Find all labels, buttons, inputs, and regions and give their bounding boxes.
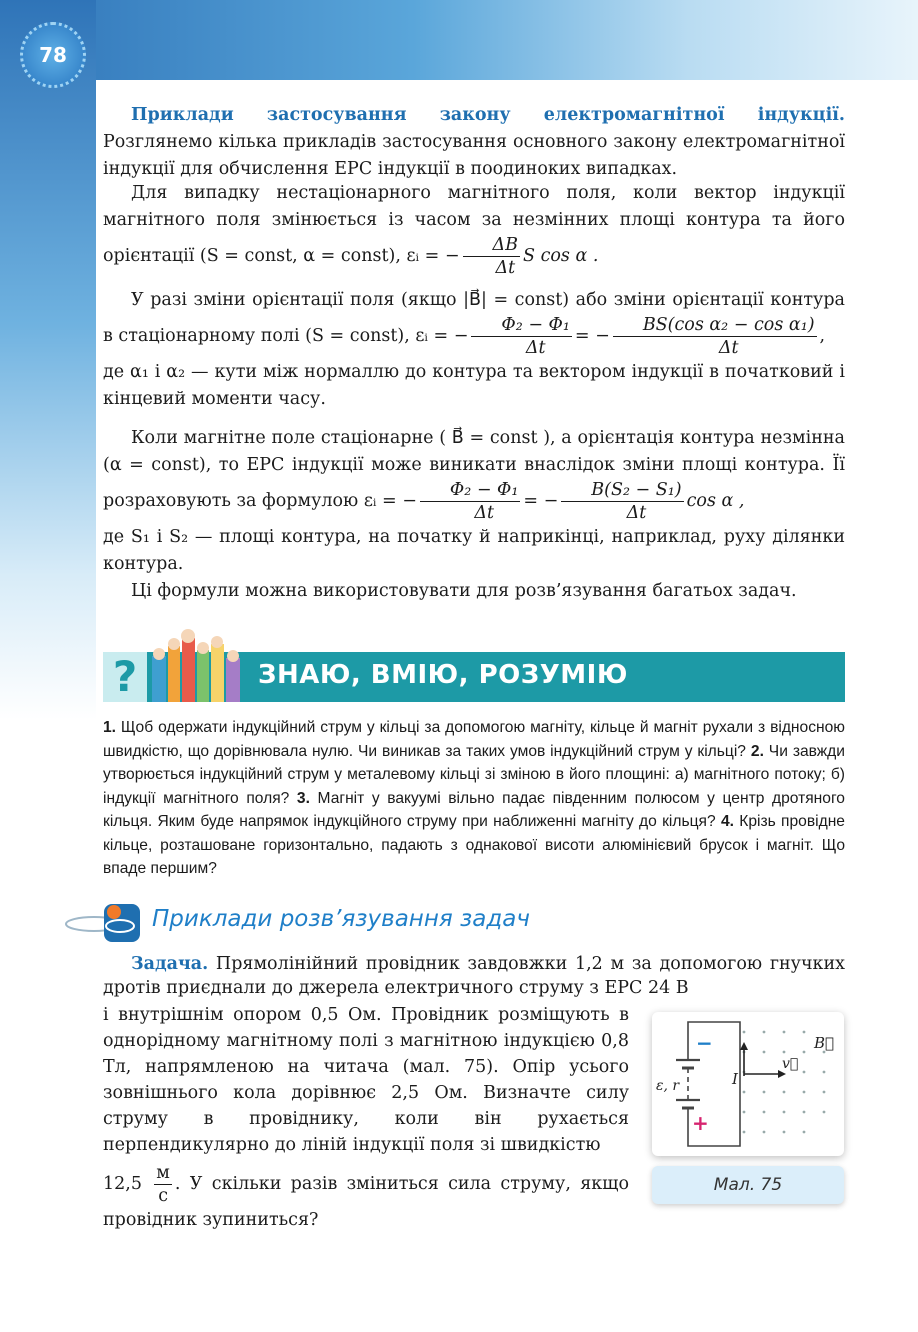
paragraph-stationary [103,425,845,578]
header-background [0,0,918,80]
fraction-numerator: Φ₂ − Φ₁ [471,314,572,337]
formula-fraction [463,234,521,279]
paragraph-text: Коли магнітне поле стаціонарне ( B⃗ = const ), а орієнтація контура незмінна (α = const), то ЕРС індукції може виникати внаслідок зміни площі контура. Її розраховують за формулою [103,428,845,511]
paragraph-text: Розглянемо кілька прикладів застосування основного закону електромагнітної індукції для обчислення ЕРС індукції в поодиноких випадках. [103,132,845,179]
formula-fraction-1 [471,314,572,359]
page-number-badge: 78 [20,22,86,88]
speed-value: 12,5 [103,1174,142,1194]
fraction-numerator: Φ₂ − Φ₁ [420,479,521,502]
formula-lhs: εᵢ = − [363,491,417,511]
paragraph-intro [103,102,845,183]
formula-equals: = − [574,326,610,346]
current-arrow-head [740,1042,748,1050]
section-title: Приклади розв’язування задач [152,906,530,932]
unit-numerator: м [156,1163,170,1183]
formula-tail: , [819,326,826,346]
task-text: і внутрішнім опором 0,5 Ом. Провідник розміщують в однорідному магнітному полі з магнітною індукцією 0,8 Тл, напрямленою на читача (мал. 75). Опір усього зовнішнього кола дорівнює 2,5 Ом. Визначте силу струму в провіднику, коли він рухається перпендикулярно до ліній індукції поля зі швидкістю [103,1005,629,1155]
question-number: 3. [296,789,310,807]
paragraph-text: Для випадку нестаціонарного магнітного поля, коли вектор індукції магнітного поля змінюється із часом за незмінних площі контура та його орієнтації (S = const, α = const), [103,183,845,266]
fraction-denominator: Δt [495,258,516,278]
paragraph-orientation [103,287,845,413]
question-text: Магніт у вакуумі вільно падає південним полюсом у центр дротяного кільця. Яким буде напрямок індукційного струму при наближенні магніту до кільця? [103,789,845,830]
question-number: 2. [750,742,764,760]
atom-icon [64,900,142,944]
circuit-diagram [652,1012,844,1156]
task-label: Задача. [131,954,209,974]
velocity-label: v⃗ [782,1056,799,1072]
question-text: Щоб одержати індукційний струм у кільці за допомогою магніту, кільце й магніт рухали з відносною швидкістю, що дорівнювала нулю. Чи виникав за таких умов індукційний струм у кільці? [103,719,845,760]
fraction-denominator: Δt [474,503,494,523]
formula-lhs: εᵢ = − [415,326,469,346]
formula-lhs: εᵢ = − [406,246,460,266]
minus-sign: − [696,1031,713,1055]
current-label: I [732,1070,738,1088]
paragraph-conclusion: Ці формули можна використовувати для розв’язування багатьох задач. [131,581,797,601]
fraction-numerator: B(S₂ − S₁) [561,479,683,502]
raised-hands-icon [150,628,242,702]
task-text-end: . У скільки разів зміниться сила струму, якщо провідник зупиниться? [103,1174,629,1230]
question-number: 4. [720,813,734,830]
speed-unit [154,1162,172,1207]
task-body [103,1002,629,1233]
banner-title: ЗНАЮ, ВМІЮ, РОЗУМІЮ [258,660,628,690]
fraction-numerator: ΔB [463,234,521,257]
figure-circuit [652,1012,844,1156]
formula-fraction-1 [420,479,521,524]
fraction-denominator: Δt [718,338,739,358]
task-last-line [103,1162,629,1233]
side-background [0,0,96,720]
paragraph-nonstationary [103,180,845,279]
field-label: B⃗ [814,1034,835,1052]
formula-fraction-2 [613,314,817,359]
unit-denominator: с [158,1186,169,1206]
formula-tail: cos α , [686,491,745,511]
paragraph-text: У разі зміни орієнтації поля (якщо |B⃗| = const) або зміни орієнтації контура в стаціонарному полі (S = const), [103,290,845,346]
paragraph-text-after: де α₁ і α₂ — кути між нормаллю до контура та вектором індукції в початковий і кінцевий моменти часу. [103,362,845,409]
figure-caption: Мал. 75 [652,1166,844,1204]
question-text: Крізь провідне кільце, розташоване горизонтально, падають з однакової висоти алюмінієвий брусок і магніт. Що впаде першим? [103,813,845,877]
emf-label: ε, r [656,1078,680,1094]
question-mark-icon: ? [103,652,147,702]
question-text: Чи завжди утворюється індукційний струм у металевому кільці зі зміною в його площині: а) магнітного потоку; б) індукції магнітного поля? [103,742,845,807]
field-dots [743,1031,826,1134]
formula-fraction-2 [561,479,683,524]
fraction-denominator: Δt [626,503,647,523]
fraction-denominator: Δt [525,338,546,358]
plus-sign: + [692,1111,709,1135]
task-intro [103,952,845,1000]
paragraph-text-after: де S₁ і S₂ — площі контура, на початку й наприкінці, наприклад, руху ділянки контура. [103,527,845,574]
formula-equals: = − [523,491,559,511]
task-text: Прямолінійний провідник завдовжки 1,2 м за допомогою гнучких дротів приєднали до джерела електричного струму з ЕРС 24 В [103,954,845,998]
formula-rhs: S cos α . [523,246,599,266]
fraction-numerator: BS(cos α₂ − cos α₁) [613,314,817,337]
questions-block [103,716,845,881]
paragraph-heading: Приклади застосування закону електромагнітної індукції. [131,105,845,125]
question-number: 1. [103,719,117,736]
